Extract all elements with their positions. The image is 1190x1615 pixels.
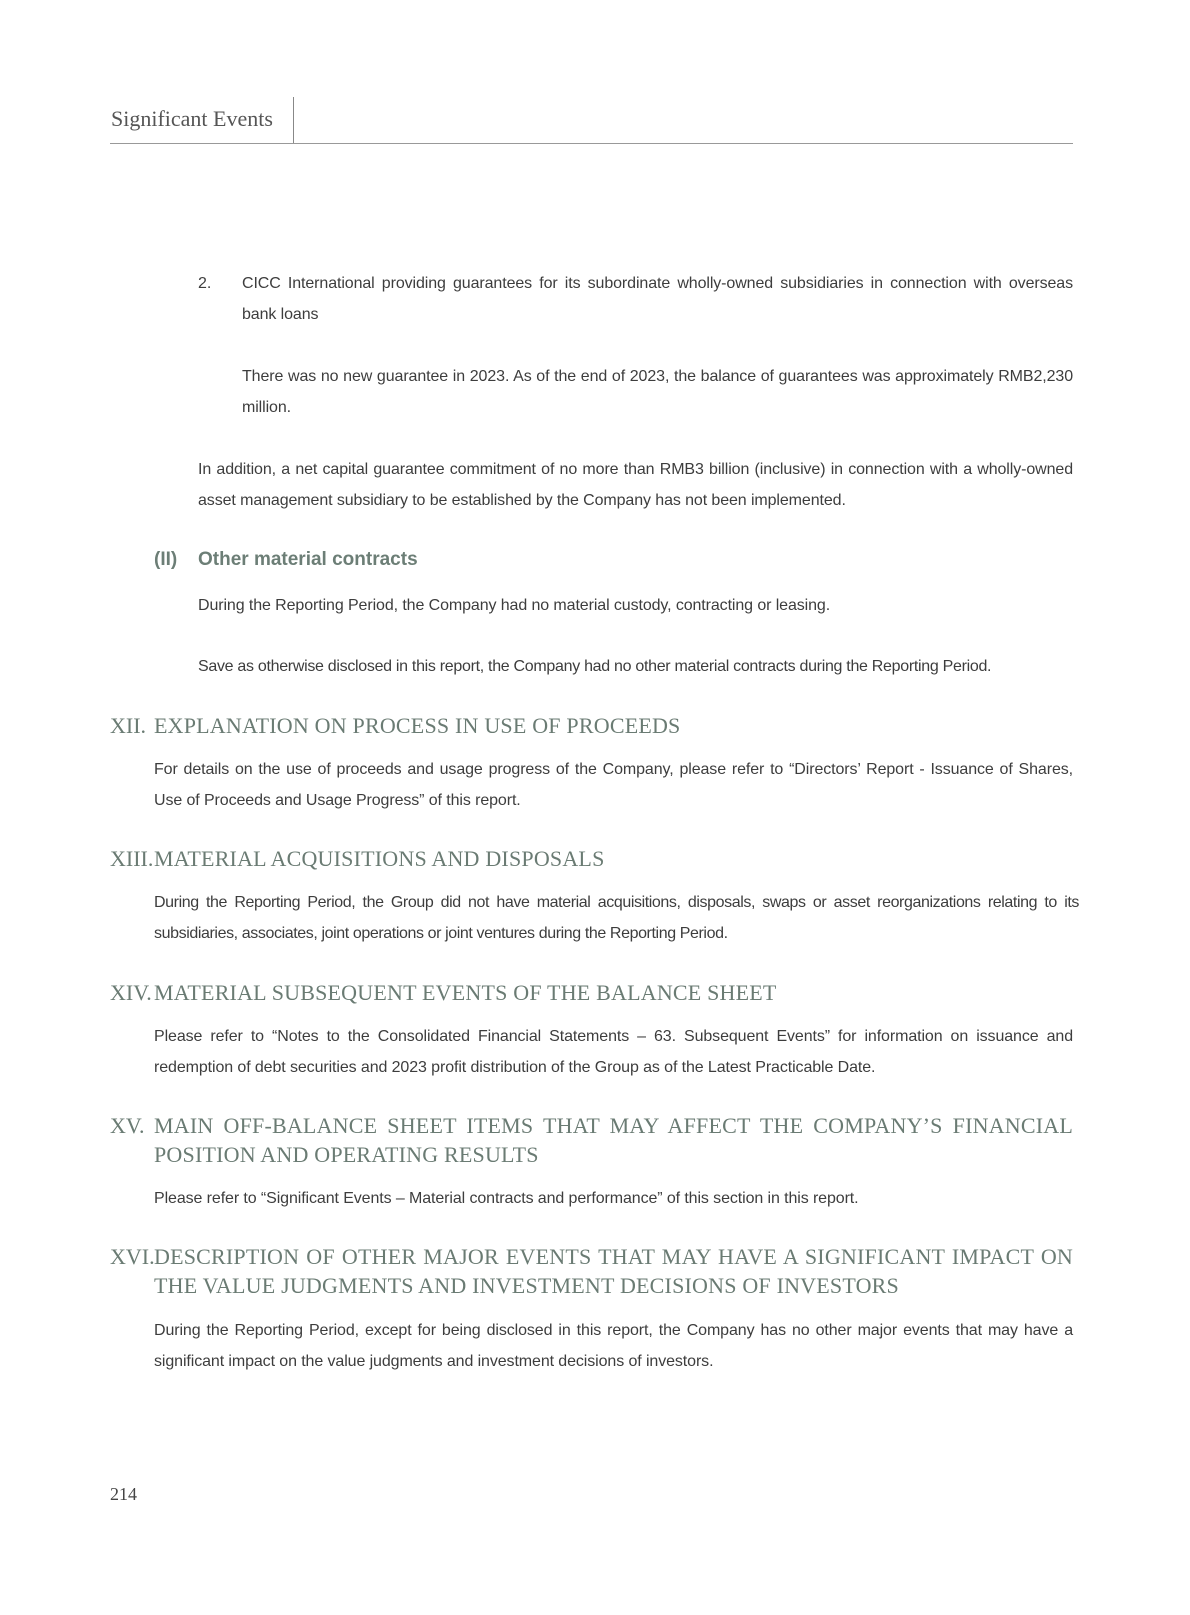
addition-paragraph: In addition, a net capital guarantee commitment of no more than RMB3 billion (inclusive) in connection with a wholly-owned asset management subsidiary to be established by the Company has not been implemented. <box>198 461 1073 509</box>
running-header: Significant Events <box>111 106 273 131</box>
section-number: XVI. <box>110 1244 155 1269</box>
item-number: 2. <box>198 275 212 292</box>
paragraph: During the Reporting Period, the Company had no material custody, contracting or leasing. <box>198 597 831 614</box>
header-divider <box>293 97 294 143</box>
section-number: XII. <box>110 713 147 738</box>
item-body: There was no new guarantee in 2023. As of the end of 2023, the balance of guarantees was approximately RMB2,230 million. <box>242 368 1073 416</box>
section-number: XIV. <box>110 980 152 1005</box>
subsection-title: Other material contracts <box>198 549 418 570</box>
section-body: Please refer to “Notes to the Consolidated Financial Statements – 63. Subsequent Events” for information on issuance and redemption of debt securities and 2023 profit distribution of the Group as of the Latest Practicable Date. <box>154 1028 1073 1076</box>
section-title: MATERIAL SUBSEQUENT EVENTS OF THE BALANCE SHEET <box>154 980 777 1005</box>
page-number: 214 <box>110 1484 137 1504</box>
section-title: EXPLANATION ON PROCESS IN USE OF PROCEEDS <box>154 713 681 738</box>
section-number: XV. <box>110 1113 145 1138</box>
item-title: CICC International providing guarantees for its subordinate wholly-owned subsidiaries in connection with overseas bank loans <box>242 275 1073 323</box>
section-title: MAIN OFF-BALANCE SHEET ITEMS THAT MAY AFFECT THE COMPANY’S FINANCIAL POSITION AND OPERATING RESULTS <box>154 1113 1073 1167</box>
section-body: During the Reporting Period, the Group did not have material acquisitions, disposals, swaps or asset reorganizations relating to its subsidiaries, associates, joint operations or joint ventures during the Reporting Period. <box>154 894 1079 942</box>
section-title: DESCRIPTION OF OTHER MAJOR EVENTS THAT MAY HAVE A SIGNIFICANT IMPACT ON THE VALUE JUDGMENTS AND INVESTMENT DECISIONS OF INVESTORS <box>154 1244 1073 1298</box>
section-body: Please refer to “Significant Events – Material contracts and performance” of this section in this report. <box>154 1190 859 1207</box>
section-title: MATERIAL ACQUISITIONS AND DISPOSALS <box>154 846 605 871</box>
paragraph: Save as otherwise disclosed in this report, the Company had no other material contracts during the Reporting Period. <box>198 658 992 675</box>
header-rule <box>110 143 1073 144</box>
section-number: XIII. <box>110 846 154 871</box>
subsection-number: (II) <box>154 549 178 570</box>
section-body: During the Reporting Period, except for being disclosed in this report, the Company has no other major events that may have a significant impact on the value judgments and investment decisions of investors. <box>154 1322 1073 1370</box>
section-body: For details on the use of proceeds and usage progress of the Company, please refer to “Directors’ Report - Issuance of Shares, Use of Proceeds and Usage Progress” of this report. <box>154 761 1073 809</box>
